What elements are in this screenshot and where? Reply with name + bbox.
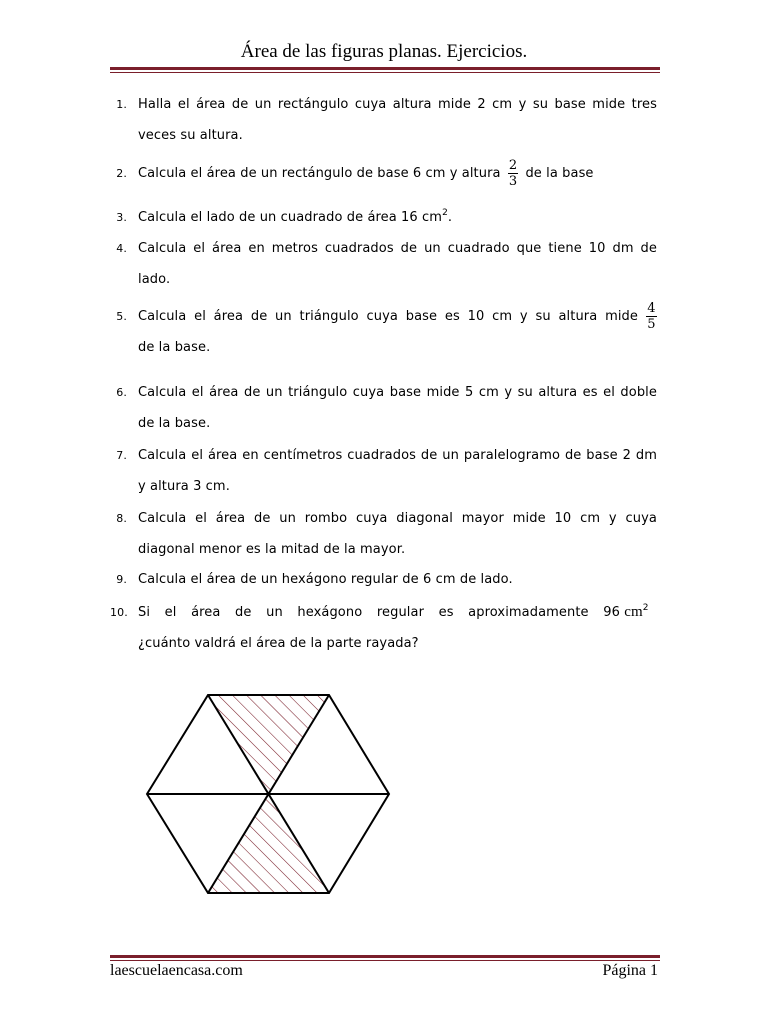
exercise-number: 3. [116, 211, 127, 224]
exercise-9 [110, 564, 657, 595]
exercise-text: Calcula el área de un hexágono regular de 6 cm de lado. [138, 572, 513, 587]
exercise-6 [110, 377, 657, 439]
exercise-text: Calcula el área en metros cuadrados de un cuadrado que tiene 10 dm de lado. [138, 241, 657, 287]
exercise-5 [110, 301, 657, 363]
exercise-text-end: de la base. [138, 340, 211, 355]
header-rule [110, 67, 660, 73]
footer-site: laescuelaencasa.com [110, 962, 243, 979]
exercise-number: 2. [116, 167, 127, 180]
exercise-4 [110, 233, 657, 295]
exercise-number: 9. [116, 573, 127, 586]
exercise-text: Calcula el área en centímetros cuadrados de un paralelogramo de base 2 dm y altura 3 cm. [138, 448, 657, 494]
unit: cm [624, 604, 643, 620]
superscript: 2 [442, 208, 448, 218]
exercise-3: 3. Calcula el lado de un cuadrado de área 16 $cm^2$. [110, 202, 657, 233]
exercise-2 [110, 158, 657, 189]
exercise-text: Calcula el área de un rombo cuya diagonal mayor mide 10 cm y cuya diagonal menor es la mitad de la mayor. [138, 511, 657, 557]
exercise-number: 7. [116, 449, 127, 462]
exercise-text: Calcula el área de un rectángulo de base 6 cm y altura [138, 166, 501, 181]
footer-page-number: Página 1 [602, 962, 658, 979]
exercise-text: Calcula el área de un triángulo cuya base mide 5 cm y su altura es el doble de la base. [138, 385, 657, 431]
exercise-text: Calcula el lado de un cuadrado de área 16 cm [138, 210, 443, 225]
exercise-number: 5. [116, 310, 127, 323]
exercise-text-end: de la base [525, 166, 594, 181]
exercise-8 [110, 503, 657, 565]
exercise-number: 10. [110, 606, 128, 619]
hexagon-figure [140, 688, 400, 908]
hatched-region-bottom [208, 794, 329, 893]
superscript: 2 [642, 603, 649, 613]
exercise-text: Halla el área de un rectángulo cuya altura mide 2 cm y su base mide tres veces su altura. [138, 97, 657, 143]
exercise-number: 8. [116, 512, 127, 525]
exercise-text: Si el área de un hexágono regular es aproximadamente 96 [138, 605, 620, 620]
exercise-1 [110, 89, 657, 151]
exercise-number: 1. [116, 98, 127, 111]
fraction: $\frac{2}{3}$ [508, 158, 518, 189]
exercise-number: 6. [116, 386, 127, 399]
exercise-number: 4. [116, 242, 127, 255]
exercise-10 [110, 597, 657, 659]
hatched-region-top [208, 695, 329, 794]
page-title: Área de las figuras planas. Ejercicios. [240, 41, 528, 62]
fraction: $\frac{4}{5}$ [647, 301, 656, 332]
exercise-text-end: ¿cuánto valdrá el área de la parte rayada? [138, 636, 419, 651]
exercise-7 [110, 440, 657, 502]
exercise-text: Calcula el área de un triángulo cuya base es 10 cm y su altura mide [138, 309, 638, 324]
